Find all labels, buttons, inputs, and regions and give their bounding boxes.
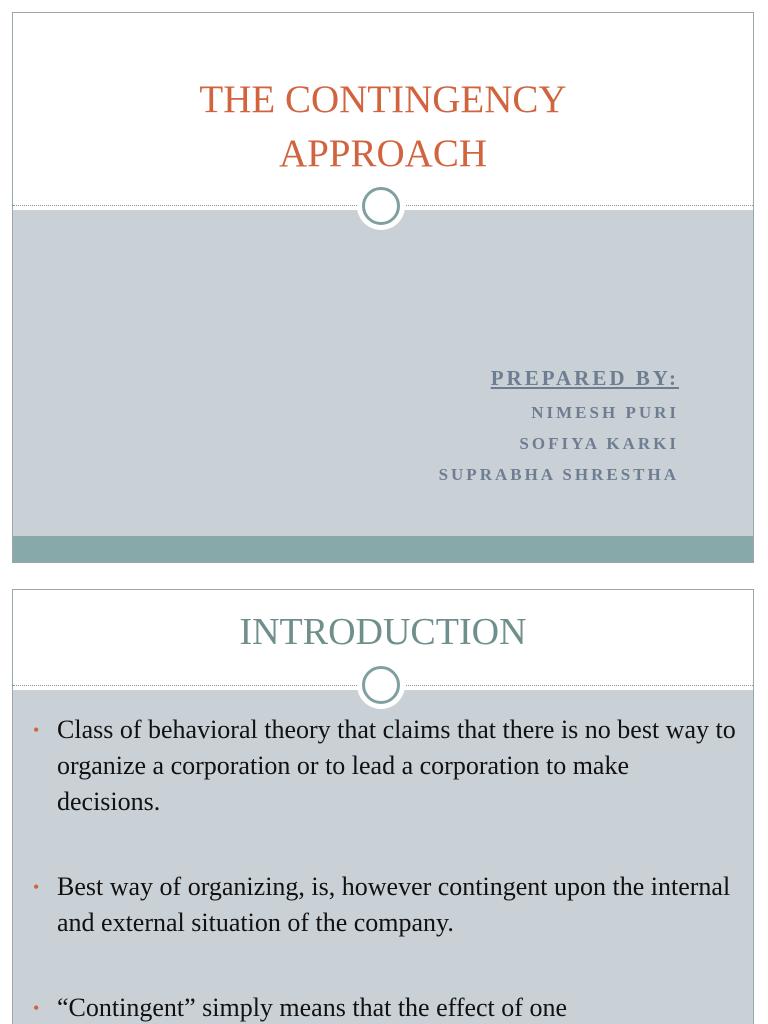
author-name: SOFIYA KARKI xyxy=(519,434,679,453)
circle-ornament-icon xyxy=(357,661,405,709)
bullet-dot-icon: • xyxy=(33,720,40,740)
slide-title xyxy=(13,73,753,181)
bullet-dot-icon: • xyxy=(33,877,40,897)
author-name: SUPRABHA SHRESTHA xyxy=(438,465,679,484)
bullet-text: “Contingent” simply means that the effect of one xyxy=(57,993,567,1022)
introduction-slide xyxy=(12,589,754,1024)
bullet-text: Best way of organizing, is, however contingent upon the internal and external situation of the company. xyxy=(57,872,731,937)
credits-block xyxy=(439,365,679,490)
bullet-item xyxy=(33,990,738,1024)
slide-title: INTRODUCTION xyxy=(239,611,527,653)
circle-ornament-icon xyxy=(357,182,405,230)
bullet-item xyxy=(33,869,738,941)
slide-title-line1: THE CONTINGENCY xyxy=(199,78,567,121)
title-area xyxy=(13,13,753,206)
bullet-list xyxy=(33,712,738,1024)
slide-title-line2: APPROACH xyxy=(278,132,488,175)
bullet-dot-icon: • xyxy=(33,998,40,1018)
bottom-bar xyxy=(13,536,753,562)
bullet-item xyxy=(33,712,738,820)
title-slide xyxy=(12,12,754,563)
author-name: NIMESH PURI xyxy=(531,403,679,422)
bullet-text: Class of behavioral theory that claims that there is no best way to organize a corporation or to lead a corporation to make decisions. xyxy=(57,715,736,816)
prepared-by-heading: PREPARED BY: xyxy=(490,366,679,390)
